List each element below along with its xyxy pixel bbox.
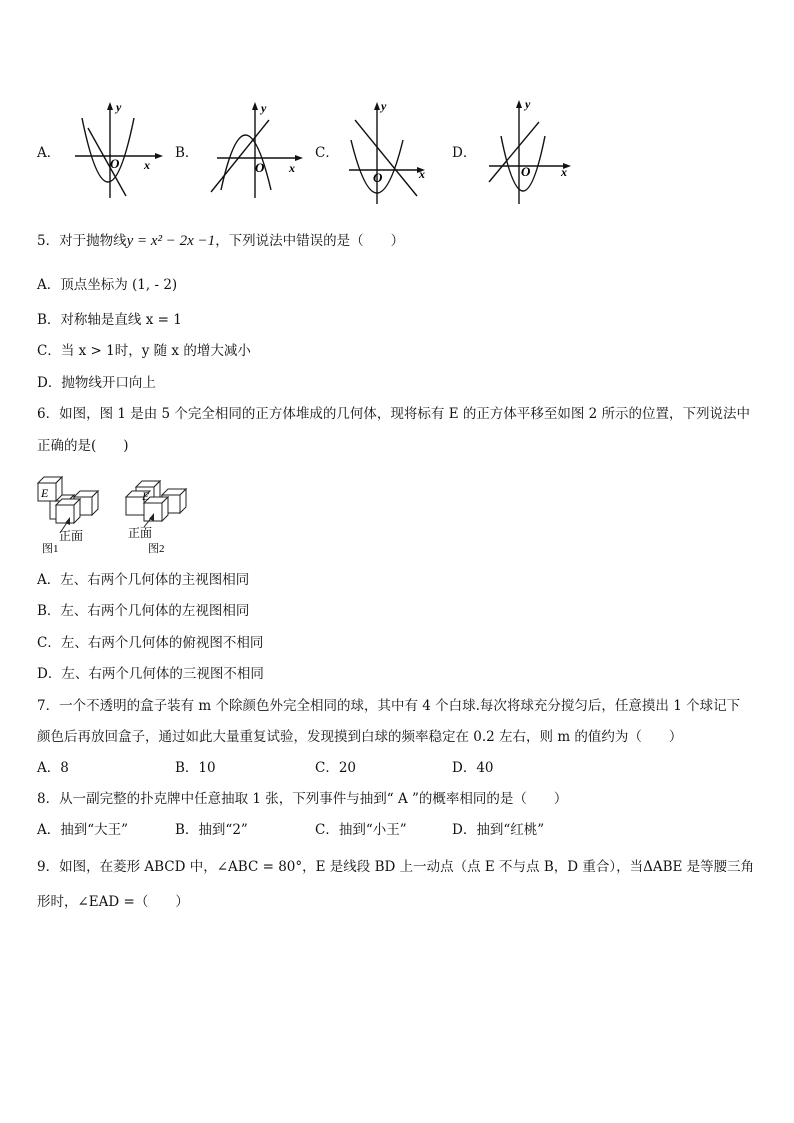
q5-stem: [37, 232, 404, 250]
q4-option-c-label: C．: [315, 145, 339, 161]
svg-text:x: x: [419, 167, 425, 181]
q5-stem-prefix: 5．对于抛物线: [37, 233, 127, 249]
svg-text:E: E: [142, 489, 150, 503]
q4-option-b-label: B．: [175, 145, 199, 161]
q7-stem-line2: 颜色后再放回盒子，通过如此大量重复试验，发现摸到白球的频率稳定在 0.2 左右，则 m 的值约为（ ）: [37, 729, 683, 745]
svg-text:O: O: [110, 156, 120, 171]
q8-option-c: C．抽到“小王”: [315, 822, 407, 838]
q8-option-a: A．抽到“大王”: [37, 822, 129, 838]
svg-text:正面: 正面: [128, 526, 153, 540]
svg-text:图1: 图1: [42, 543, 59, 555]
q4-graph-c: [345, 98, 435, 206]
q6-option-d: D．左、右两个几何体的三视图不相同: [37, 666, 264, 682]
q6-option-b: B．左、右两个几何体的左视图相同: [37, 603, 250, 619]
q7-stem-line1: 7．一个不透明的盒子装有 m 个除颜色外完全相同的球，其中有 4 个白球.每次将球充分搅匀后，任意摸出 1 个球记下: [37, 698, 741, 714]
q4-option-a-label: A．: [37, 145, 61, 161]
q6-stem-line2: 正确的是( ): [37, 438, 129, 454]
q4-graph-a: [70, 98, 165, 200]
q4-graph-d: [485, 96, 577, 206]
q7-option-d: D．40: [452, 760, 494, 776]
svg-text:O: O: [373, 170, 383, 185]
q8-stem: 8．从一副完整的扑克牌中任意抽取 1 张，下列事件与抽到“ A ”的概率相同的是（ ）: [37, 791, 568, 807]
q5-stem-suffix: ，下列说法中错误的是（ ）: [215, 233, 405, 249]
q5-option-a: A．顶点坐标为 (1, - 2): [37, 277, 178, 293]
q9-stem-line2: 形时，∠EAD =（ ）: [37, 894, 189, 910]
svg-text:y: y: [116, 100, 122, 114]
q4-graph-b: [205, 98, 305, 200]
q6-stem-line1: 6．如图，图 1 是由 5 个完全相同的正方体堆成的几何体，现将标有 E 的正方体平移至如图 2 所示的位置，下列说法中: [37, 406, 751, 422]
svg-text:图2: 图2: [148, 543, 165, 555]
svg-text:x: x: [289, 161, 295, 175]
svg-text:O: O: [255, 160, 265, 175]
q5-option-b: B．对称轴是直线 x = 1: [37, 312, 182, 328]
svg-text:y: y: [261, 101, 267, 115]
q9-stem-line1: 9．如图，在菱形 ABCD 中，∠ABC = 80°，E 是线段 BD 上一动点（点 E 不与点 B，D 重合），当ΔABE 是等腰三角: [37, 859, 755, 875]
svg-text:x: x: [561, 165, 567, 179]
svg-text:y: y: [525, 97, 531, 111]
q7-option-a: A．8: [37, 760, 69, 776]
q8-option-d: D．抽到“红桃”: [452, 822, 545, 838]
svg-text:正面: 正面: [59, 529, 84, 543]
svg-text:y: y: [381, 99, 387, 113]
svg-text:E: E: [41, 486, 49, 500]
q4-option-d-label: D．: [452, 145, 477, 161]
q6-option-a: A．左、右两个几何体的主视图相同: [37, 572, 250, 588]
q5-option-d: D．抛物线开口向上: [37, 375, 156, 391]
svg-text:O: O: [521, 164, 531, 179]
q6-option-c: C．左、右两个几何体的俯视图不相同: [37, 635, 264, 651]
q6-figure: [36, 467, 191, 555]
q5-option-c: C．当 x > 1时，y 随 x 的增大减小: [37, 343, 251, 359]
q7-option-b: B．10: [175, 760, 216, 776]
q7-option-c: C．20: [315, 760, 357, 776]
q8-option-b: B．抽到“2”: [175, 822, 248, 838]
svg-text:x: x: [144, 158, 150, 172]
q5-equation: y = x² − 2x −1: [126, 233, 216, 249]
